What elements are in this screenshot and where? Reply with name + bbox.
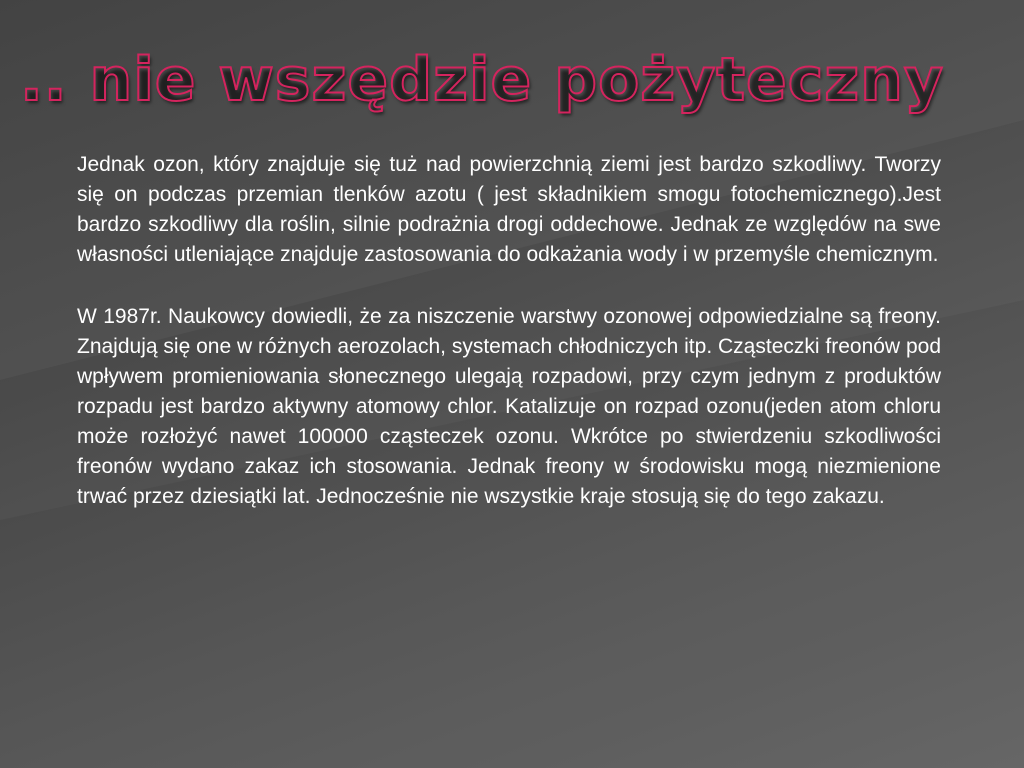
slide-body xyxy=(77,150,941,512)
body-paragraph-2: W 1987r. Naukowcy dowiedli, że za niszczenie warstwy ozonowej odpowiedzialne są freony. Znajdują się one w różnych aerozolach, systemach chłodniczych itp. Cząsteczki freonów pod wpływem promieniowania słonecznego ulegają rozpadowi, przy czym jednym z produktów rozpadu jest bardzo aktywny atomowy chlor. Katalizuje on rozpad ozonu(jeden atom chloru może rozłożyć nawet 100000 cząsteczek ozonu. Wkrótce po stwierdzeniu szkodliwości freonów wydano zakaz ich stosowania. Jednak freony w środowisku mogą niezmienione trwać przez dziesiątki lat. Jednocześnie nie wszystkie kraje stosują się do tego zakazu. xyxy=(77,305,941,508)
slide-title: .. nie wszędzie pożyteczny xyxy=(20,45,945,115)
body-paragraph-1: Jednak ozon, który znajduje się tuż nad powierzchnią ziemi jest bardzo szkodliwy. Tworzy się on podczas przemian tlenków azotu ( jest składnikiem smogu fotochemicznego).Jest bardzo szkodliwy dla roślin, silnie podrażnia drogi oddechowe. Jednak ze względów na swe własności utleniające znajduje zastosowania do odkażania wody i w przemyśle chemicznym. xyxy=(77,153,941,266)
